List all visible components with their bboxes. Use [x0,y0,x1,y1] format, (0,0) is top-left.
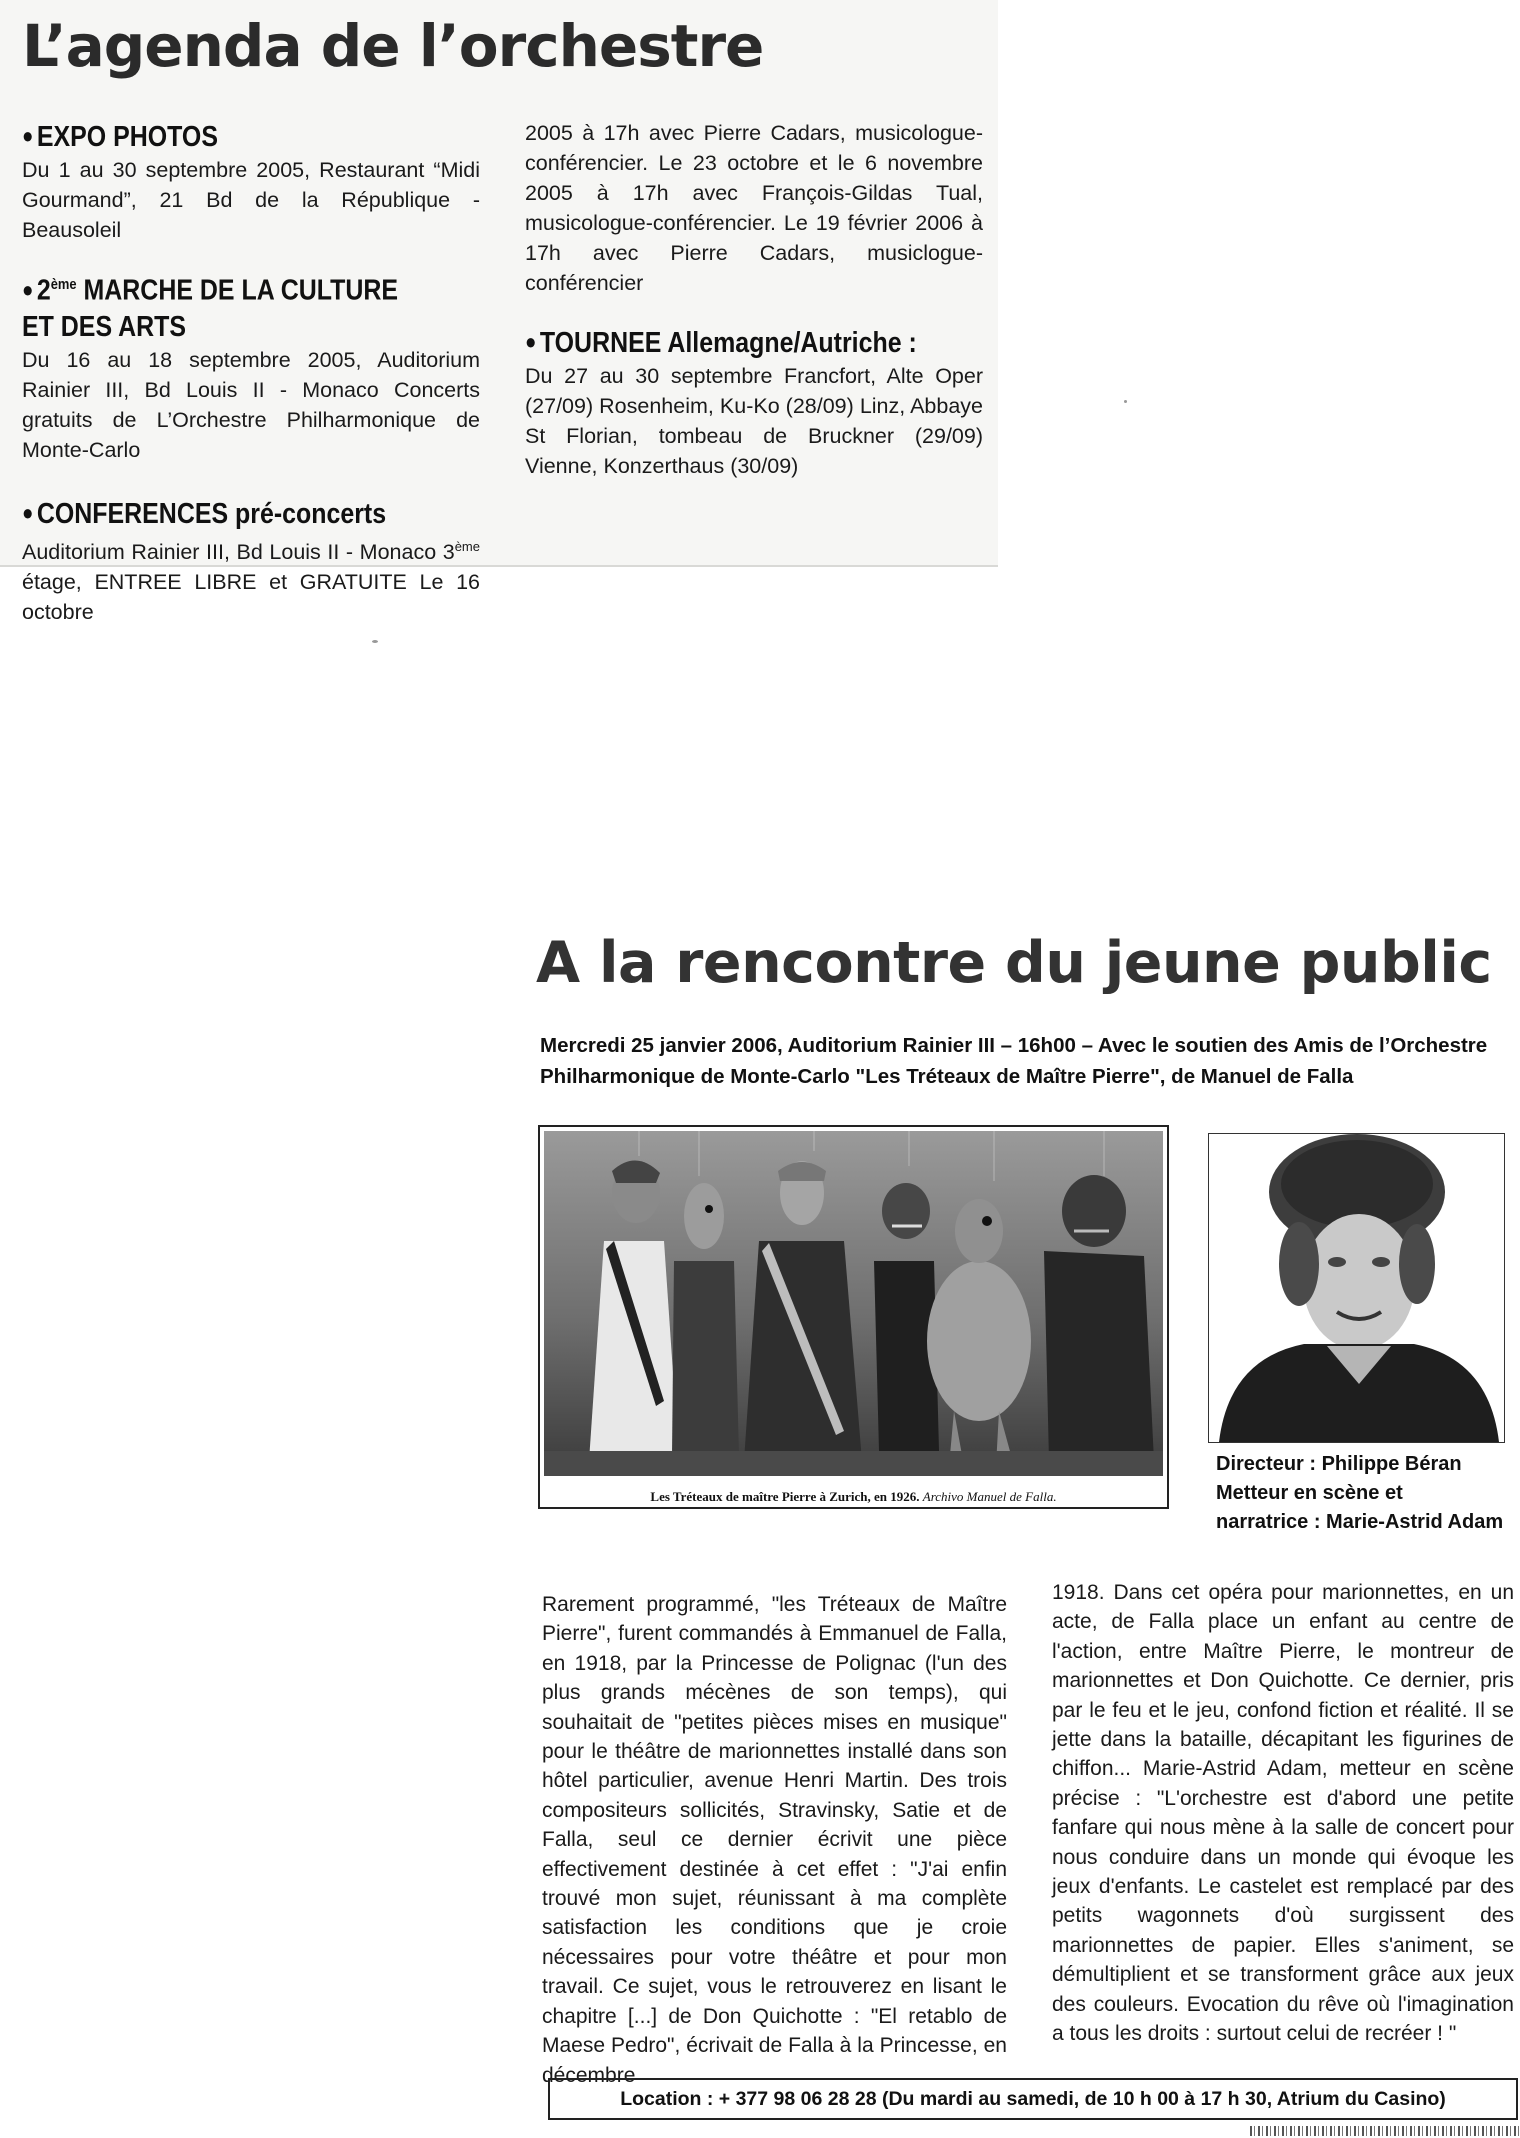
credit-stage-director: Metteur en scène et [1216,1482,1403,1504]
article-clipping [530,930,1520,2138]
puppets-photo-caption: Les Tréteaux de maître Pierre à Zurich, en 1926. Archivo Manuel de Falla. [650,1489,1057,1504]
paper-speck [1124,400,1127,403]
bullet-icon: ● [525,329,537,354]
puppets-photo [538,1125,1169,1509]
article-title: A la rencontre du jeune public [536,930,1492,996]
portrait-illustration [1209,1134,1504,1442]
agenda-column-right [525,118,983,481]
credits [1216,1450,1516,1537]
agenda-clipping [0,0,998,624]
bullet-icon: ● [22,123,34,148]
article-intro: Mercredi 25 janvier 2006, Auditorium Rainier III – 16h00 – Avec le soutien des Amis de l’Orchestre Philharmonique de Monte-Carlo "Les Tréteaux de Maître Pierre", de Manuel de Falla [540,1034,1488,1088]
paper-speck [372,640,378,643]
agenda-column-left [22,118,480,627]
portrait-photo [1208,1133,1505,1443]
conferences-heading: ● CONFERENCES pré-concerts [22,497,387,530]
marche-heading-line2: ET DES ARTS [22,310,186,343]
agenda-title: L’agenda de l’orchestre [22,12,764,80]
credit-director: Directeur : Philippe Béran [1216,1453,1462,1475]
location-box: Location : + 377 98 06 28 28 (Du mardi au samedi, de 10 h 00 à 17 h 30, Atrium du Casino) [548,2078,1518,2120]
bullet-icon: ● [22,276,34,302]
marche-body: Du 16 au 18 septembre 2005, Auditorium Rainier III, Bd Louis II - Monaco Concerts gratuits de L’Orchestre Philharmonique de Monte-Carlo [22,347,480,462]
expo-heading: ● EXPO PHOTOS [22,121,218,153]
article-column-right: 1918. Dans cet opéra pour marionnettes, en un acte, de Falla place un enfant au centre de l'action, entre Maître Pierre, le montreur de marionnettes et Don Quichotte. Ce dernier, pris par le feu et le jeu, confond fiction et réalité. Il se jette dans la bataille, décapitant les figurines de chiffon... Marie-Astrid Adam, metteur en scène précise : "L'orchestre est d'abord une petite fanfare qui nous mène à la salle de concert pour nous conduire dans un monde qui évoque les jeux d'enfants. Le castelet est remplacé par des petits wagonnets d'où surgissent des marionnettes de papier. Elles s'animent, se démultiplient et se transforment grâce aux jeux des couleurs. Evocation du rêve où l'imagination a tous les droits : surtout celui de recréer ! " [1052,1581,1514,2046]
credit-narrator: narratrice : Marie-Astrid Adam [1216,1511,1504,1533]
marche-heading: ● 2ème MARCHE DE LA CULTURE [22,274,399,307]
bullet-icon: ● [22,499,34,525]
tournee-heading: ● TOURNEE Allemagne/Autriche : [525,327,917,359]
article-column-left: Rarement programmé, "les Tréteaux de Maître Pierre", furent commandés à Emmanuel de Falla, en 1918, par la Princesse de Polignac (l'un des plus grands mécènes de son temps), qui souhaitait de "petites pièces mises en musique" pour le théâtre de marionnettes installé dans son hôtel particulier, avenue Henri Martin. Des trois compositeurs sollicités, Stravinsky, Satie et de Falla, seul ce dernier écrivit une pièce effectivement destinée à cet effet : "J'ai enfin trouvé mon sujet, réunissant à ma complète satisfaction les conditions que je croie nécessaires pour votre théâtre et pour mon travail. Ce sujet, vous le retrouverez en lisant le chapitre [...] de Don Quichotte : "El retablo de Maese Pedro", écrivait de Falla à la Princesse, en décembre [542,1593,1007,2087]
puppets-illustration [544,1131,1163,1476]
expo-body: Du 1 au 30 septembre 2005, Restaurant “Midi Gourmand”, 21 Bd de la République - Beausoleil [22,158,480,242]
tournee-body: Du 27 au 30 septembre Francfort, Alte Oper (27/09) Rosenheim, Ku-Ko (28/09) Linz, Abbaye St Florian, tombeau de Bruckner (29/09) Vienne, Konzerthaus (30/09) [525,364,983,478]
conferences-body: Auditorium Rainier III, Bd Louis II - Monaco 3ème étage, ENTREE LIBRE et GRATUITE Le 16 octobre [22,538,480,624]
conferences-continued: 2005 à 17h avec Pierre Cadars, musicologue-conférencier. Le 23 octobre et le 6 novembre 2005 à 17h avec François-Gildas Tual, musicologue-conférencier. Le 19 février 2006 à 17h avec Pierre Cadars, musiclogue-conférencier [525,121,983,295]
barcode-strip [1250,2126,1520,2136]
